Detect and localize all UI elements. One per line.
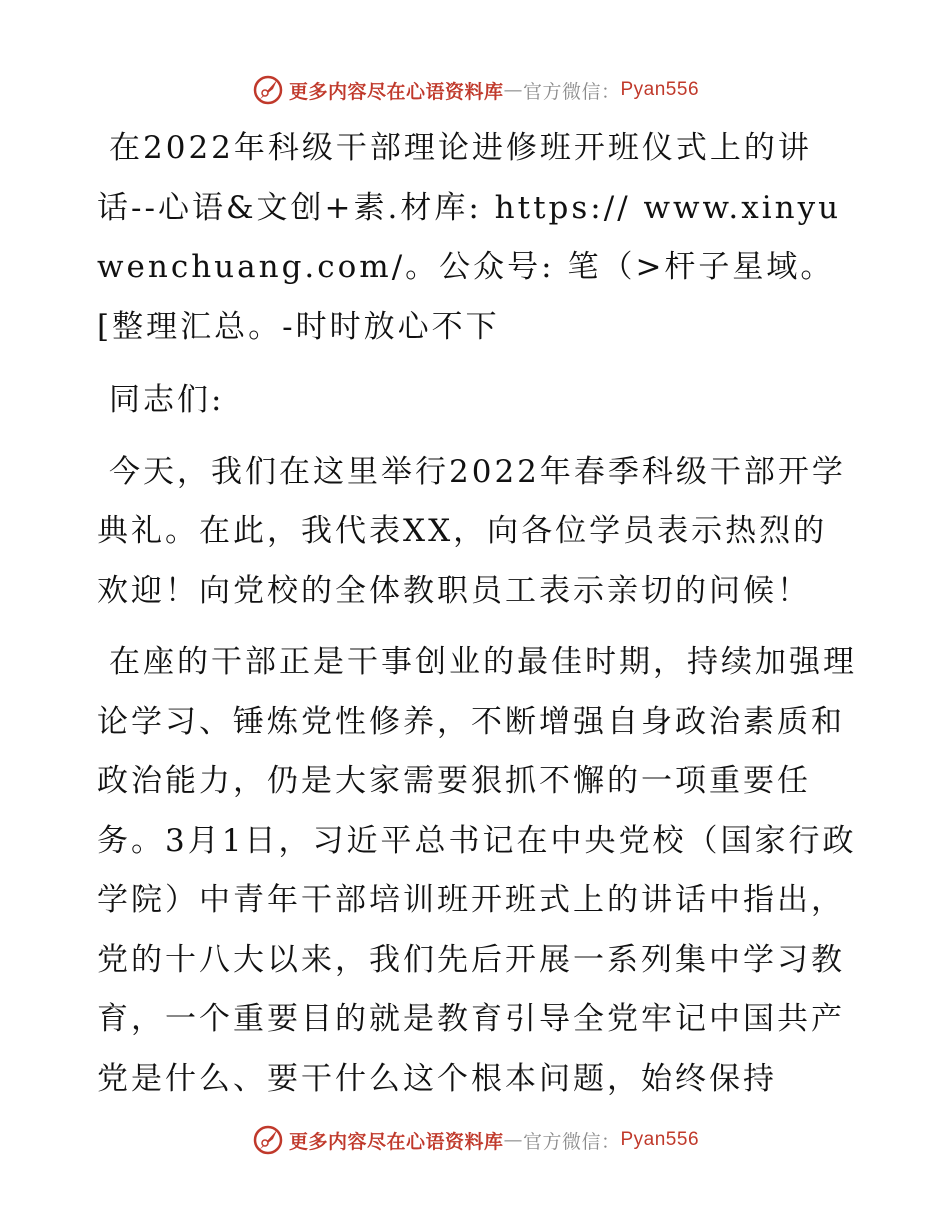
quill-logo-icon <box>251 1123 285 1157</box>
document-body <box>97 119 857 1121</box>
document-title: 在2022年科级干部理论进修班开班仪式上的讲话--心语&文创+素.材库: https:// www.xinyuwenchuang.com/。公众号: 笔（>杆子星域。[整理汇总。-时时放心不下 <box>97 130 842 345</box>
watermark-dash: — <box>503 1129 523 1151</box>
salutation: 同志们: <box>109 382 225 418</box>
paragraph-opening: 今天，我们在这里举行2022年春季科级干部开学典礼。在此，我代表XX，向各位学员表示热烈的欢迎！向党校的全体教职员工表示亲切的问候！ <box>97 453 846 609</box>
watermark-wechat-id: Pyan556 <box>620 79 700 100</box>
watermark-wechat-id: Pyan556 <box>620 1129 700 1150</box>
watermark-footer <box>0 1120 950 1160</box>
quill-logo-icon <box>251 73 285 107</box>
watermark-wechat-label: 官方微信： <box>522 80 621 103</box>
watermark-brand: 更多内容尽在心语资料库 <box>288 80 504 103</box>
paragraph-main: 在座的干部正是干事创业的最佳时期，持续加强理论学习、锤炼党性修养，不断增强自身政治素质和政治能力，仍是大家需要狠抓不懈的一项重要任务。3月1日，习近平总书记在中央党校（国家行政学院）中青年干部培训班开班式上的讲话中指出，党的十八大以来，我们先后开展一系列集中学习教育，一个重要目的就是教育引导全党牢记中国共产党是什么、要干什么这个根本问题，始终保持 <box>97 644 857 1097</box>
watermark-wechat-label: 官方微信： <box>522 1130 621 1153</box>
watermark-dash: — <box>503 79 523 101</box>
watermark-header <box>0 70 950 110</box>
watermark-brand: 更多内容尽在心语资料库 <box>288 1130 504 1153</box>
